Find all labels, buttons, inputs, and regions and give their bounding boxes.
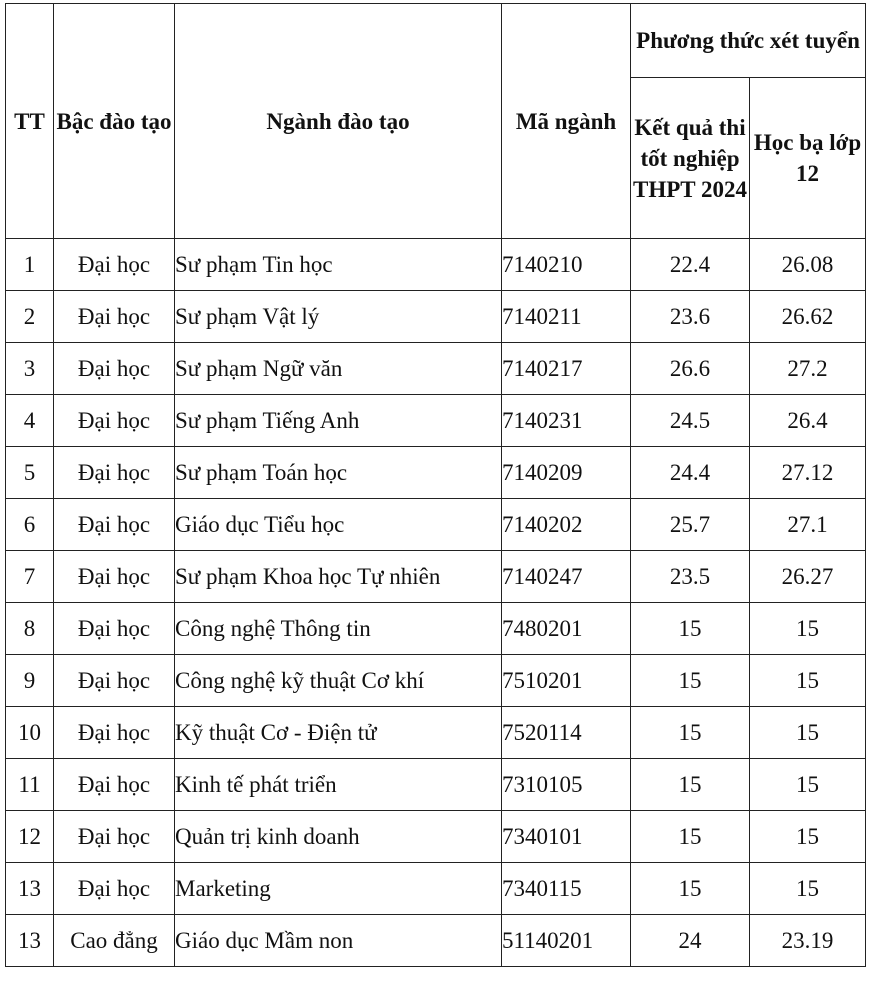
cell-level: Đại học <box>54 655 175 707</box>
cell-exam-score: 15 <box>631 759 750 811</box>
cell-level: Cao đẳng <box>54 915 175 967</box>
cell-transcript-score: 15 <box>750 603 866 655</box>
cell-code: 7140211 <box>502 291 631 343</box>
cell-exam-score: 24 <box>631 915 750 967</box>
cell-major: Giáo dục Mầm non <box>175 915 502 967</box>
col-header-transcript: Học bạ lớp 12 <box>750 78 866 239</box>
table-row <box>6 343 866 395</box>
cell-code: 7340101 <box>502 811 631 863</box>
cell-tt: 5 <box>6 447 54 499</box>
cell-major: Công nghệ kỹ thuật Cơ khí <box>175 655 502 707</box>
table-body <box>6 239 866 967</box>
cell-tt: 12 <box>6 811 54 863</box>
cell-transcript-score: 26.08 <box>750 239 866 291</box>
cell-transcript-score: 27.2 <box>750 343 866 395</box>
col-header-exam: Kết quả thi tốt nghiệp THPT 2024 <box>631 78 750 239</box>
cell-code: 7140231 <box>502 395 631 447</box>
cell-major: Sư phạm Tin học <box>175 239 502 291</box>
table-row <box>6 603 866 655</box>
cell-major: Sư phạm Tiếng Anh <box>175 395 502 447</box>
cell-level: Đại học <box>54 291 175 343</box>
table-row <box>6 551 866 603</box>
table-row <box>6 707 866 759</box>
cell-tt: 1 <box>6 239 54 291</box>
cell-tt: 8 <box>6 603 54 655</box>
cell-tt: 3 <box>6 343 54 395</box>
cell-transcript-score: 23.19 <box>750 915 866 967</box>
cell-major: Giáo dục Tiểu học <box>175 499 502 551</box>
cell-tt: 7 <box>6 551 54 603</box>
cell-exam-score: 25.7 <box>631 499 750 551</box>
cell-code: 7140247 <box>502 551 631 603</box>
cell-major: Kinh tế phát triển <box>175 759 502 811</box>
cell-major: Sư phạm Vật lý <box>175 291 502 343</box>
cell-tt: 10 <box>6 707 54 759</box>
cell-exam-score: 22.4 <box>631 239 750 291</box>
cell-code: 51140201 <box>502 915 631 967</box>
cell-transcript-score: 15 <box>750 707 866 759</box>
table-row <box>6 291 866 343</box>
cell-exam-score: 26.6 <box>631 343 750 395</box>
cell-code: 7520114 <box>502 707 631 759</box>
col-header-method-group: Phương thức xét tuyển <box>631 4 866 78</box>
cell-major: Kỹ thuật Cơ - Điện tử <box>175 707 502 759</box>
col-header-code: Mã ngành <box>502 4 631 239</box>
cell-exam-score: 15 <box>631 655 750 707</box>
cell-major: Sư phạm Toán học <box>175 447 502 499</box>
cell-exam-score: 15 <box>631 707 750 759</box>
cell-level: Đại học <box>54 551 175 603</box>
cell-major: Quản trị kinh doanh <box>175 811 502 863</box>
cell-transcript-score: 26.4 <box>750 395 866 447</box>
cell-tt: 6 <box>6 499 54 551</box>
cell-code: 7340115 <box>502 863 631 915</box>
cell-level: Đại học <box>54 239 175 291</box>
table-row <box>6 239 866 291</box>
cell-level: Đại học <box>54 447 175 499</box>
cell-exam-score: 23.5 <box>631 551 750 603</box>
cell-tt: 13 <box>6 915 54 967</box>
table-row <box>6 915 866 967</box>
cell-code: 7310105 <box>502 759 631 811</box>
cell-code: 7480201 <box>502 603 631 655</box>
table-row <box>6 655 866 707</box>
cell-major: Sư phạm Khoa học Tự nhiên <box>175 551 502 603</box>
cell-exam-score: 24.5 <box>631 395 750 447</box>
cell-transcript-score: 26.27 <box>750 551 866 603</box>
cell-exam-score: 15 <box>631 811 750 863</box>
cell-code: 7510201 <box>502 655 631 707</box>
cell-major: Công nghệ Thông tin <box>175 603 502 655</box>
cell-tt: 4 <box>6 395 54 447</box>
cell-exam-score: 15 <box>631 863 750 915</box>
cell-level: Đại học <box>54 811 175 863</box>
cell-level: Đại học <box>54 707 175 759</box>
cell-major: Sư phạm Ngữ văn <box>175 343 502 395</box>
table-row <box>6 447 866 499</box>
table-header <box>6 4 866 239</box>
cell-code: 7140210 <box>502 239 631 291</box>
col-header-major: Ngành đào tạo <box>175 4 502 239</box>
cell-level: Đại học <box>54 863 175 915</box>
cell-exam-score: 24.4 <box>631 447 750 499</box>
col-header-tt: TT <box>6 4 54 239</box>
cell-transcript-score: 27.1 <box>750 499 866 551</box>
cell-level: Đại học <box>54 395 175 447</box>
cell-level: Đại học <box>54 759 175 811</box>
col-header-level: Bậc đào tạo <box>54 4 175 239</box>
cell-code: 7140202 <box>502 499 631 551</box>
cell-major: Marketing <box>175 863 502 915</box>
table-row <box>6 863 866 915</box>
cell-exam-score: 23.6 <box>631 291 750 343</box>
cell-level: Đại học <box>54 603 175 655</box>
table-row <box>6 499 866 551</box>
table-row <box>6 759 866 811</box>
cell-transcript-score: 15 <box>750 759 866 811</box>
cell-tt: 2 <box>6 291 54 343</box>
cell-transcript-score: 26.62 <box>750 291 866 343</box>
cell-level: Đại học <box>54 499 175 551</box>
cell-transcript-score: 15 <box>750 863 866 915</box>
cell-tt: 13 <box>6 863 54 915</box>
cell-level: Đại học <box>54 343 175 395</box>
cell-transcript-score: 15 <box>750 811 866 863</box>
cell-transcript-score: 27.12 <box>750 447 866 499</box>
cell-exam-score: 15 <box>631 603 750 655</box>
table-row <box>6 811 866 863</box>
cell-code: 7140217 <box>502 343 631 395</box>
cell-tt: 9 <box>6 655 54 707</box>
admission-score-table <box>5 3 866 967</box>
cell-transcript-score: 15 <box>750 655 866 707</box>
cell-code: 7140209 <box>502 447 631 499</box>
cell-tt: 11 <box>6 759 54 811</box>
table-row <box>6 395 866 447</box>
